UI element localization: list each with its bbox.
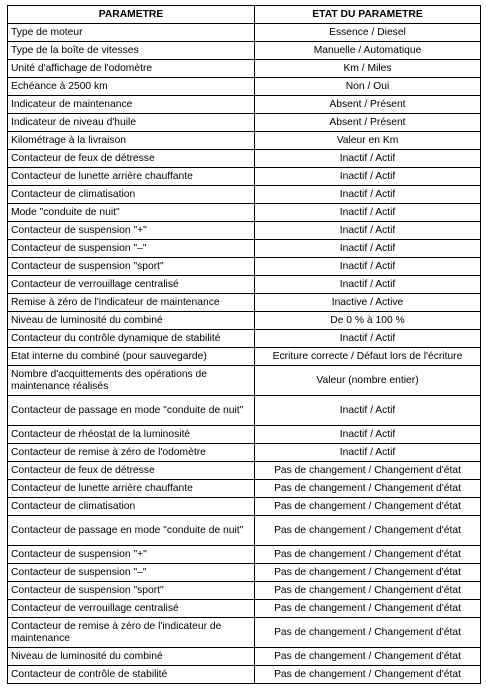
state-cell: Inactif / Actif <box>255 150 481 168</box>
parameter-cell: Contacteur de suspension "sport" <box>8 258 255 276</box>
table-row <box>8 276 481 294</box>
state-cell: De 0 % à 100 % <box>255 312 481 330</box>
parameter-cell: Indicateur de maintenance <box>8 96 255 114</box>
state-cell: Inactif / Actif <box>255 186 481 204</box>
state-cell: Inactif / Actif <box>255 276 481 294</box>
table-row <box>8 78 481 96</box>
table-row <box>8 582 481 600</box>
parameter-cell: Echéance à 2500 km <box>8 78 255 96</box>
table-row <box>8 222 481 240</box>
state-cell: Essence / Diesel <box>255 24 481 42</box>
table-row <box>8 564 481 582</box>
parameter-cell: Contacteur de contrôle de stabilité <box>8 666 255 684</box>
table-row <box>8 168 481 186</box>
state-cell: Pas de changement / Changement d'état <box>255 480 481 498</box>
state-cell: Pas de changement / Changement d'état <box>255 666 481 684</box>
parameter-cell: Contacteur de suspension "–" <box>8 564 255 582</box>
state-cell: Inactif / Actif <box>255 168 481 186</box>
state-cell: Ecriture correcte / Défaut lors de l'écriture <box>255 348 481 366</box>
parameter-cell: Contacteur de passage en mode "conduite de nuit" <box>8 516 255 546</box>
table-row <box>8 312 481 330</box>
parameter-cell: Niveau de luminosité du combiné <box>8 312 255 330</box>
table-row <box>8 150 481 168</box>
table-row <box>8 396 481 426</box>
table-row <box>8 294 481 312</box>
state-cell: Inactive / Active <box>255 294 481 312</box>
parameter-cell: Contacteur de lunette arrière chauffante <box>8 168 255 186</box>
parameter-cell: Contacteur de remise à zéro de l'odomètre <box>8 444 255 462</box>
state-cell: Manuelle / Automatique <box>255 42 481 60</box>
parameter-cell: Contacteur du contrôle dynamique de stabilité <box>8 330 255 348</box>
parameter-cell: Type de la boîte de vitesses <box>8 42 255 60</box>
table-row <box>8 96 481 114</box>
table-row <box>8 204 481 222</box>
state-cell: Inactif / Actif <box>255 222 481 240</box>
table-row <box>8 114 481 132</box>
state-cell: Pas de changement / Changement d'état <box>255 462 481 480</box>
table-row <box>8 444 481 462</box>
state-cell: Valeur en Km <box>255 132 481 150</box>
state-cell: Pas de changement / Changement d'état <box>255 564 481 582</box>
state-cell: Inactif / Actif <box>255 258 481 276</box>
parameter-cell: Kilométrage à la livraison <box>8 132 255 150</box>
parameter-cell: Contacteur de feux de détresse <box>8 462 255 480</box>
parameter-cell: Unité d'affichage de l'odomètre <box>8 60 255 78</box>
table-row <box>8 60 481 78</box>
table-row <box>8 546 481 564</box>
state-cell: Absent / Présent <box>255 114 481 132</box>
parameter-cell: Contacteur de suspension "sport" <box>8 582 255 600</box>
parameter-cell: Contacteur de suspension "–" <box>8 240 255 258</box>
state-cell: Inactif / Actif <box>255 240 481 258</box>
state-cell: Pas de changement / Changement d'état <box>255 618 481 648</box>
table-row <box>8 462 481 480</box>
parameter-cell: Remise à zéro de l'indicateur de maintenance <box>8 294 255 312</box>
parameter-cell: Mode "conduite de nuit" <box>8 204 255 222</box>
table-row <box>8 366 481 396</box>
table-row <box>8 666 481 684</box>
parameter-cell: Contacteur de climatisation <box>8 186 255 204</box>
table-row <box>8 618 481 648</box>
state-cell: Inactif / Actif <box>255 444 481 462</box>
state-cell: Absent / Présent <box>255 96 481 114</box>
parameter-cell: Contacteur de suspension "+" <box>8 222 255 240</box>
parameter-cell: Niveau de luminosité du combiné <box>8 648 255 666</box>
parameter-cell: Contacteur de remise à zéro de l'indicateur de maintenance <box>8 618 255 648</box>
table-row <box>8 348 481 366</box>
column-header-parametre: PARAMETRE <box>8 6 255 24</box>
parameter-cell: Etat interne du combiné (pour sauvegarde) <box>8 348 255 366</box>
parameter-cell: Nombre d'acquittements des opérations de maintenance réalisés <box>8 366 255 396</box>
table-row <box>8 648 481 666</box>
table-row <box>8 240 481 258</box>
parameter-table <box>7 5 481 684</box>
state-cell: Valeur (nombre entier) <box>255 366 481 396</box>
parameter-cell: Contacteur de feux de détresse <box>8 150 255 168</box>
parameter-cell: Contacteur de passage en mode "conduite de nuit" <box>8 396 255 426</box>
table-row <box>8 330 481 348</box>
state-cell: Inactif / Actif <box>255 396 481 426</box>
state-cell: Km / Miles <box>255 60 481 78</box>
table-row <box>8 426 481 444</box>
state-cell: Inactif / Actif <box>255 330 481 348</box>
parameter-cell: Contacteur de rhéostat de la luminosité <box>8 426 255 444</box>
parameter-cell: Indicateur de niveau d'huile <box>8 114 255 132</box>
table-row <box>8 480 481 498</box>
parameter-cell: Contacteur de suspension "+" <box>8 546 255 564</box>
table-body <box>8 24 481 684</box>
state-cell: Pas de changement / Changement d'état <box>255 648 481 666</box>
state-cell: Pas de changement / Changement d'état <box>255 546 481 564</box>
table-row <box>8 24 481 42</box>
table-row <box>8 186 481 204</box>
state-cell: Pas de changement / Changement d'état <box>255 600 481 618</box>
parameter-cell: Contacteur de lunette arrière chauffante <box>8 480 255 498</box>
parameter-cell: Contacteur de climatisation <box>8 498 255 516</box>
state-cell: Inactif / Actif <box>255 204 481 222</box>
state-cell: Pas de changement / Changement d'état <box>255 498 481 516</box>
table-row <box>8 516 481 546</box>
table-header-row <box>8 6 481 24</box>
column-header-etat: ETAT DU PARAMETRE <box>255 6 481 24</box>
table-row <box>8 42 481 60</box>
table-row <box>8 600 481 618</box>
parameter-table-container <box>7 5 481 684</box>
table-row <box>8 132 481 150</box>
table-row <box>8 258 481 276</box>
state-cell: Inactif / Actif <box>255 426 481 444</box>
state-cell: Non / Oui <box>255 78 481 96</box>
table-row <box>8 498 481 516</box>
state-cell: Pas de changement / Changement d'état <box>255 516 481 546</box>
state-cell: Pas de changement / Changement d'état <box>255 582 481 600</box>
parameter-cell: Type de moteur <box>8 24 255 42</box>
parameter-cell: Contacteur de verrouillage centralisé <box>8 276 255 294</box>
parameter-cell: Contacteur de verrouillage centralisé <box>8 600 255 618</box>
